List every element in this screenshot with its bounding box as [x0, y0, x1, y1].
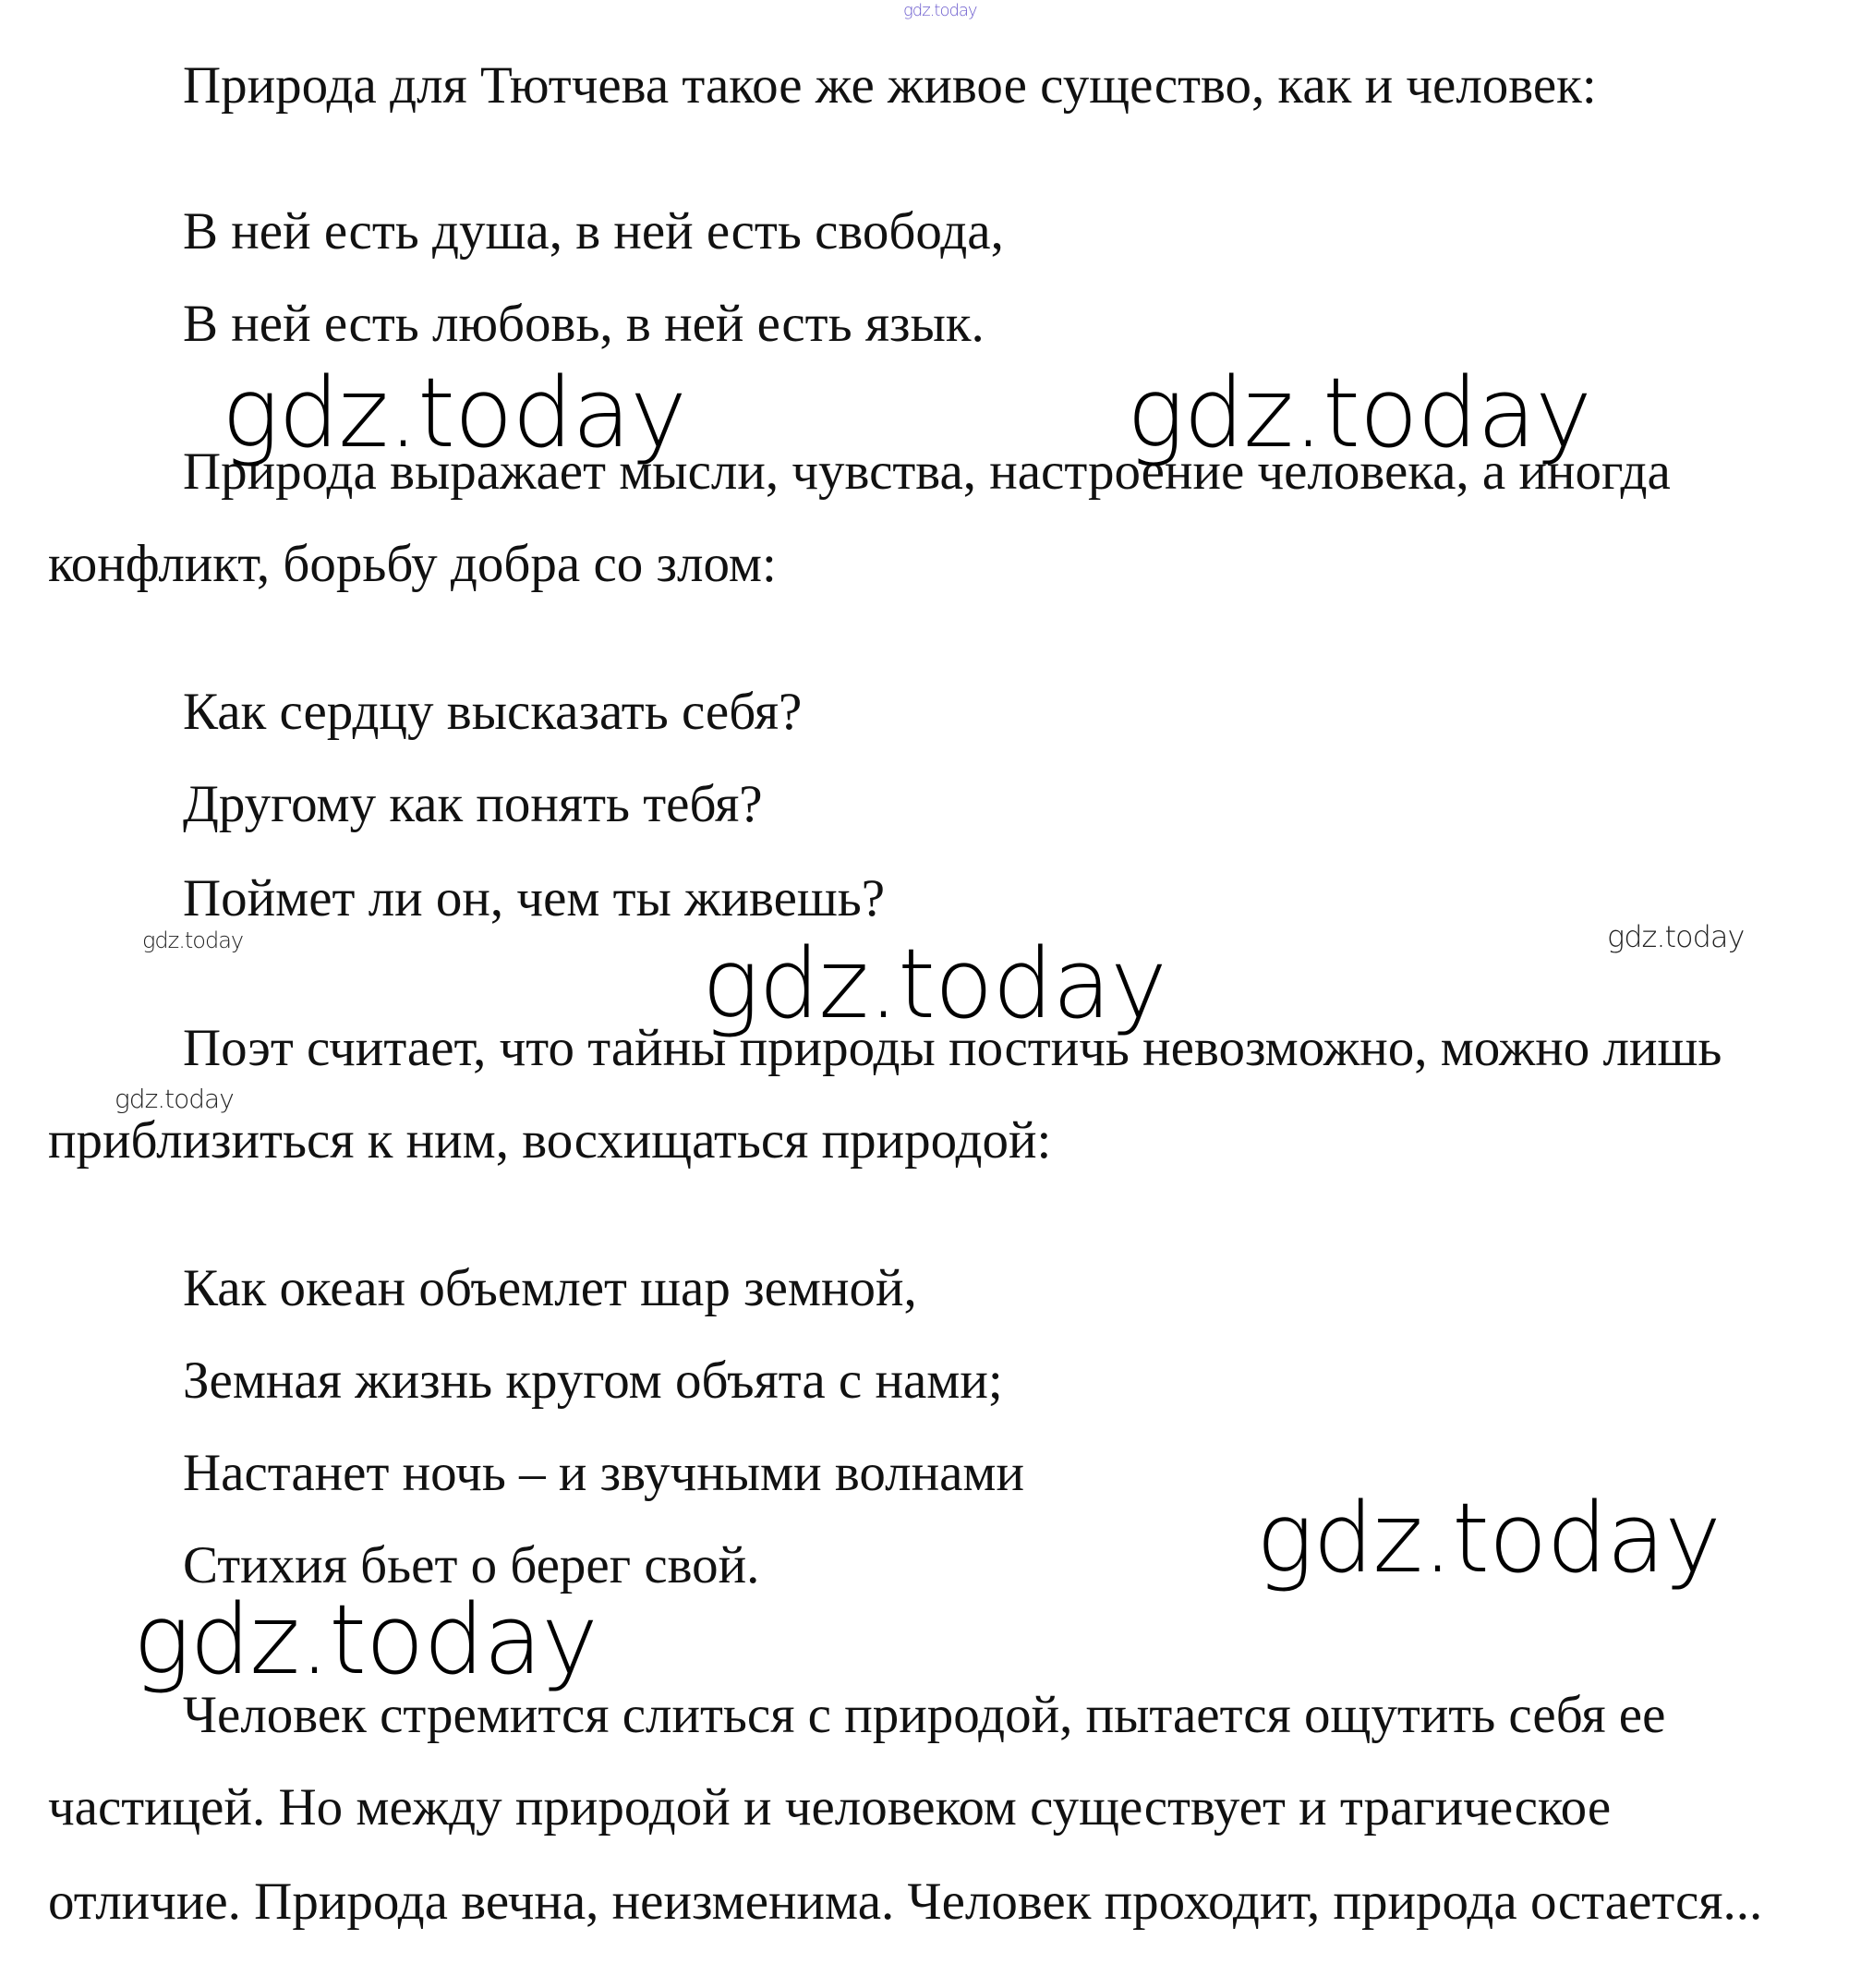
poem-line: Поймет ли он, чем ты живешь?: [183, 869, 886, 927]
watermark-small: gdz.today: [1607, 919, 1745, 954]
watermark-large: gdz.today: [1127, 357, 1591, 469]
poem-line: В ней есть любовь, в ней есть язык.: [183, 295, 985, 353]
paragraph-line: частицей. Но между природой и человеком существует и трагическое: [48, 1778, 1612, 1836]
watermark-small: gdz.today: [142, 927, 244, 953]
paragraph-line: Природа для Тютчева такое же живое существо, как и человек:: [183, 56, 1597, 115]
paragraph-line: отличие. Природа вечна, неизменима. Человек проходит, природа остается...: [48, 1873, 1763, 1931]
paragraph-line: приблизиться к ним, восхищаться природой:: [48, 1111, 1052, 1170]
poem-line: Как сердцу высказать себя?: [183, 683, 803, 741]
paragraph-line: конфликт, борьбу добра со злом:: [48, 535, 777, 593]
paragraph-line: Поэт считает, что тайны природы постичь невозможно, можно лишь: [183, 1019, 1722, 1077]
watermark-top: gdz.today: [903, 1, 977, 20]
poem-line: Стихия бьет о берег свой.: [183, 1536, 760, 1594]
poem-line: Настанет ночь – и звучными волнами: [183, 1444, 1024, 1502]
watermark-large: gdz.today: [133, 1583, 598, 1696]
poem-line: Другому как понять тебя?: [183, 775, 763, 833]
poem-line: Как океан объемлет шар земной,: [183, 1259, 917, 1317]
watermark-small: gdz.today: [115, 1084, 234, 1114]
watermark-large: gdz.today: [222, 357, 686, 469]
poem-line: Земная жизнь кругом объята с нами;: [183, 1352, 1003, 1410]
watermark-large: gdz.today: [702, 927, 1166, 1040]
watermark-large: gdz.today: [1256, 1482, 1721, 1594]
paragraph-line: Человек стремится слиться с природой, пытается ощутить себя ее: [183, 1686, 1666, 1744]
paragraph-line: Природа выражает мысли, чувства, настроение человека, а иногда: [183, 442, 1671, 501]
poem-line: В ней есть душа, в ней есть свобода,: [183, 202, 1004, 261]
